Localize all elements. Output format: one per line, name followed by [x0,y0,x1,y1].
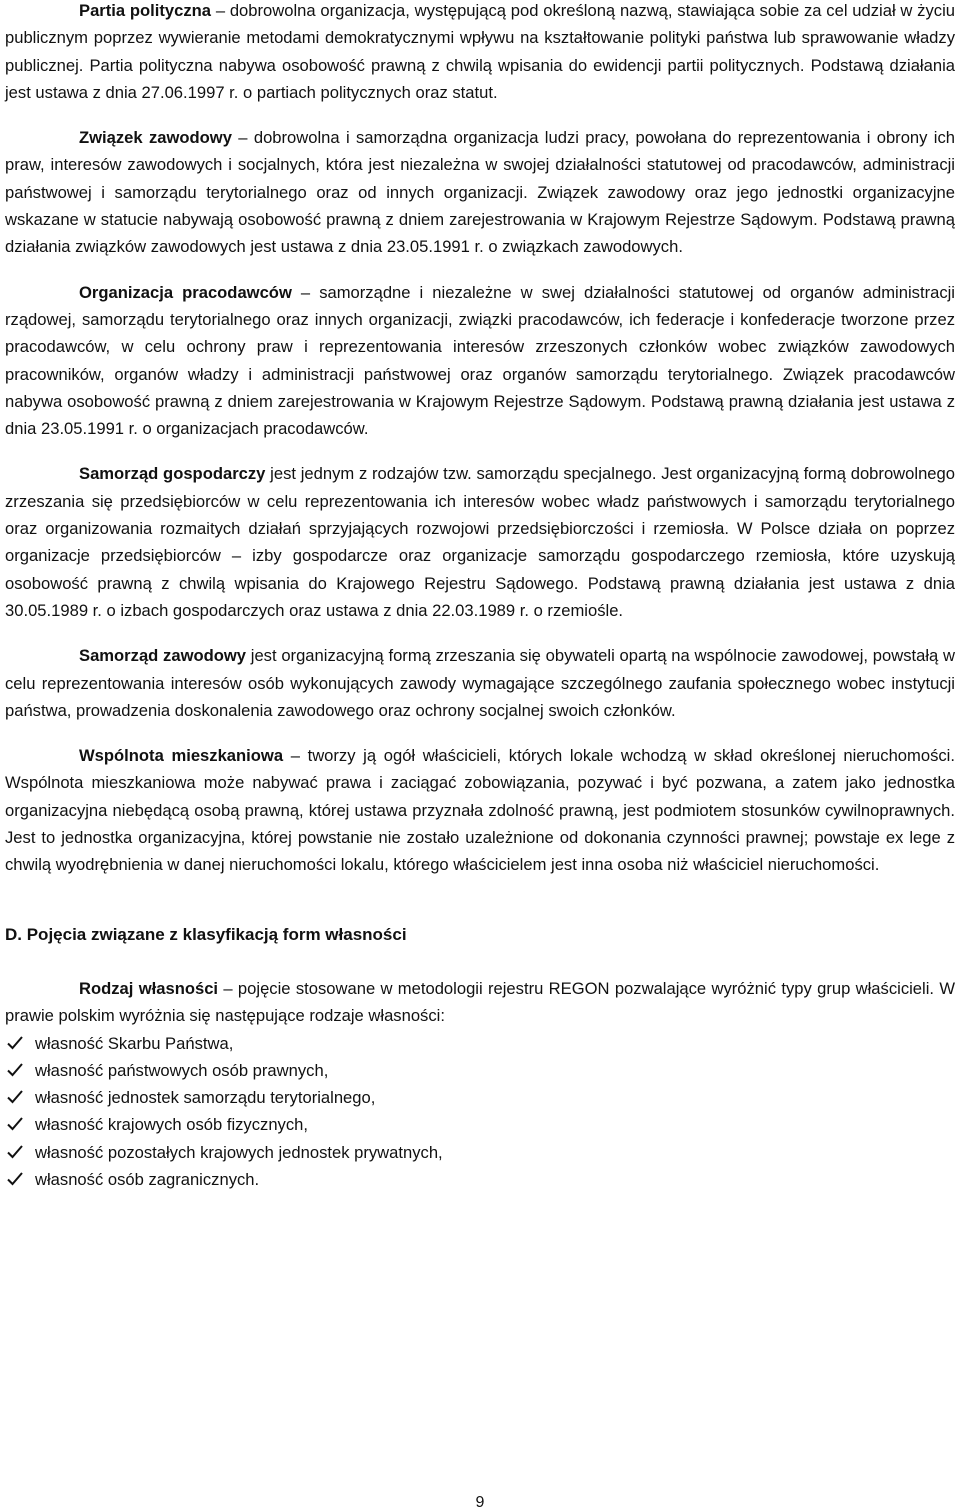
list-item-text: własność jednostek samorządu terytorialnego, [35,1088,376,1108]
definition-paragraph [5,742,955,878]
page-number: 9 [475,1494,485,1511]
list-item-text: własność krajowych osób fizycznych, [35,1115,308,1135]
definition-paragraph [5,460,955,624]
definition-text: – dobrowolna organizacja, występującą pod określoną nazwą, stawiająca sobie za cel udział w życiu publicznym poprzez wywieranie metodami demokratycznymi wpływu na kształtowanie polityki państwa lub sprawowanie władzy publicznej. Partia polityczna nabywa osobowość prawną z chwilą wpisania do ewidencji partii politycznych. Podstawą działania jest ustawa z dnia 27.06.1997 r. o partiach politycznych oraz statut. [5,1,955,102]
definition-term: Związek zawodowy [79,128,232,148]
check-icon [6,1088,24,1106]
list-item-text: własność państwowych osób prawnych, [35,1060,329,1080]
definition-paragraph [5,642,955,724]
definition-text: – dobrowolna i samorządna organizacja ludzi pracy, powołana do reprezentowania i obrony ich praw, interesów zawodowych i socjalnych, która jest niezależna w swojej działalności statutowej od pracodawców, administracji państwowej i samorządu terytorialnego oraz od innych organizacji. Związek zawodowy oraz jego jednostki organizacyjne wskazane w statucie nabywają osobowość prawną z dniem zarejestrowania w Krajowym Rejestrze Sądowym. Podstawą prawną działania związków zawodowych jest ustawa z dnia 23.05.1991 r. o związkach zawodowych. [5,128,955,257]
definition-term: Organizacja pracodawców [79,282,292,302]
definition-paragraph [5,124,955,260]
definition-text: – samorządne i niezależne w swej działalności statutowej od organów administracji rządowej, samorządu terytorialnego oraz innych organizacji, związki pracodawców, ich federacje i konfederacje tworzone przez pracodawców, w celu ochrony praw i reprezentowania interesów zrzeszonych członków wobec związków zawodowych pracowników, organów władzy i administracji państwowej oraz organów samorządu terytorialnego. Związek pracodawców nabywa osobowość prawną z dniem zarejestrowania w Krajowym Rejestrze Sądowym. Podstawą prawną działania jest ustawa z dnia 23.05.1991 r. o organizacjach pracodawców. [5,282,955,439]
list-item [5,1057,955,1084]
check-icon [6,1034,24,1052]
document-page [5,0,955,1193]
check-icon [6,1143,24,1161]
definition-term: Samorząd zawodowy [79,646,247,666]
section-heading: D. Pojęcia związane z klasyfikacją form własności [5,924,407,944]
definition-text: jest organizacyjną formą zrzeszania się obywateli opartą na wspólnocie zawodowej, powstałą w celu reprezentowania interesów osób wykonujących zawody wymagające szczególnego zaufania społecznego wobec instytucji państwa, prowadzenia doskonalenia zawodowego oraz ochrony socjalnej swoich członków. [5,646,955,720]
list-item [5,1084,955,1111]
check-icon [6,1115,24,1133]
definition-text: – pojęcie stosowane w metodologii rejestru REGON pozwalające wyróżnić typy grup właścicieli. W prawie polskim wyróżnia się następujące rodzaje własności: [5,978,956,1026]
ownership-types-list [5,1030,955,1194]
list-item [5,1139,955,1166]
definition-term: Partia polityczna [79,1,212,20]
definition-term: Samorząd gospodarczy [79,464,266,484]
check-icon [6,1170,24,1188]
definition-term: Rodzaj własności [79,978,219,998]
list-item-text: własność osób zagranicznych. [35,1169,260,1189]
check-icon [6,1061,24,1079]
definition-paragraph [5,0,955,106]
list-item-text: własność pozostałych krajowych jednostek prywatnych, [35,1142,443,1162]
definition-text: jest jednym z rodzajów tzw. samorządu specjalnego. Jest organizacyjną formą dobrowolnego zrzeszania się przedsiębiorców w celu reprezentowania ich interesów wobec władz państwowych i samorządu terytorialnego oraz organizowania rozmaitych działań sprzyjających rozwojowi przedsiębiorczości i rzemiosła. W Polsce działa on poprzez organizacje przedsiębiorców – izby gospodarcze oraz organizacje samorządu gospodarczego rzemiosła, które uzyskują osobowość prawną z chwilą wpisania do Krajowego Rejestru Sądowego. Podstawą prawną działania jest ustawa z dnia 30.05.1989 r. o izbach gospodarczych oraz ustawa z dnia 22.03.1989 r. o rzemiośle. [5,464,955,620]
definition-paragraph [5,975,955,1030]
definition-text: – tworzy ją ogół właścicieli, których lokale wchodzą w skład określonej nieruchomości. Wspólnota mieszkaniowa może nabywać prawa i zaciągać zobowiązania, pozywać i być pozwana, a zatem jako jednostka organizacyjna niebędącą osobą prawną, której ustawa przyznała zdolność prawną, jest podmiotem stosunków cywilnoprawnych. Jest to jednostka organizacyjna, której powstanie nie zostało uzależnione od dokonania czynności prawnej; powstaje ex lege z chwilą wyodrębnienia w danej nieruchomości lokalu, którego właścicielem jest inna osoba niż właściciel nieruchomości. [5,746,955,875]
list-item [5,1030,955,1057]
list-item-text: własność Skarbu Państwa, [35,1033,234,1053]
definition-term: Wspólnota mieszkaniowa [79,746,284,766]
list-item [5,1166,955,1193]
list-item [5,1111,955,1138]
definition-paragraph [5,279,955,443]
